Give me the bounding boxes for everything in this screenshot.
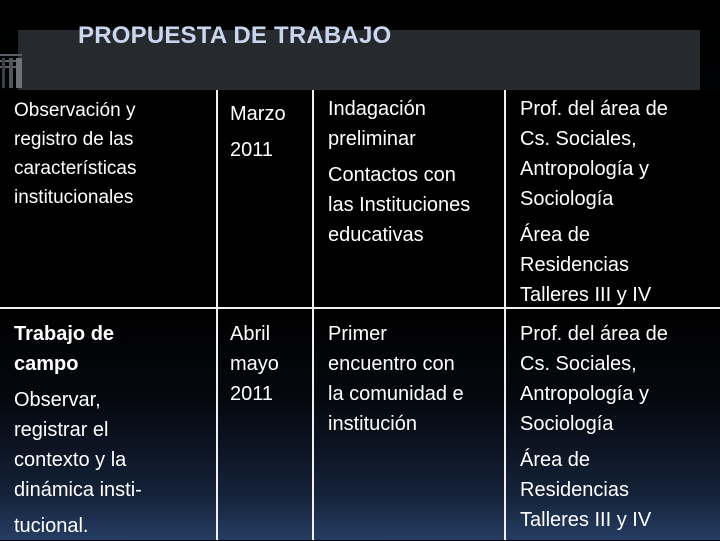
cell-text: las Instituciones [328, 194, 471, 216]
work-plan-table [0, 90, 720, 540]
activity-cell [14, 96, 136, 212]
cell-text: Residencias [520, 254, 629, 276]
responsible-cell [520, 94, 668, 310]
activity-cell [14, 319, 142, 541]
cell-text: Abril [230, 323, 271, 345]
cell-text: Contactos con [328, 164, 456, 186]
cell-text: institución [328, 413, 417, 435]
cell-text: Prof. del área de [520, 98, 668, 120]
cell-text: Residencias [520, 479, 629, 501]
cell-heading: Trabajo de [14, 323, 115, 345]
cell-text: educativas [328, 224, 424, 246]
task-cell [328, 319, 464, 439]
cell-text: registrar el [14, 419, 109, 441]
cell-text: Antropología y [520, 158, 649, 180]
cell-text: dinámica insti- [14, 479, 142, 501]
cell-text: Cs. Sociales, [520, 128, 637, 150]
cell-text: preliminar [328, 128, 416, 150]
cell-text: Sociología [520, 413, 614, 435]
column-divider [312, 90, 314, 540]
date-cell [230, 319, 279, 409]
responsible-cell [520, 319, 668, 535]
decorative-bars-icon [0, 52, 40, 92]
cell-text: tucional. [14, 515, 89, 537]
cell-text: Talleres III y IV [520, 284, 652, 306]
cell-text: mayo [230, 353, 279, 375]
cell-text: Observación y [14, 100, 136, 121]
cell-text: Área de [520, 224, 591, 246]
cell-text: Cs. Sociales, [520, 353, 637, 375]
cell-text: Indagación [328, 98, 426, 120]
cell-text: Primer [328, 323, 387, 345]
cell-text: institucionales [14, 187, 134, 208]
cell-text: la comunidad e [328, 383, 464, 405]
cell-text: Observar, [14, 389, 101, 411]
cell-text: Marzo [230, 103, 286, 125]
cell-text: Sociología [520, 188, 614, 210]
cell-text: Antropología y [520, 383, 649, 405]
cell-text: registro de las [14, 129, 134, 150]
cell-text: características [14, 158, 137, 179]
cell-text: Prof. del área de [520, 323, 668, 345]
cell-text: Área de [520, 449, 591, 471]
cell-text: 2011 [230, 383, 274, 405]
cell-text: encuentro con [328, 353, 455, 375]
cell-text: Talleres III y IV [520, 509, 652, 531]
column-divider [216, 90, 218, 540]
cell-heading: campo [14, 353, 79, 375]
slide-title: PROPUESTA DE TRABAJO [78, 22, 392, 49]
date-cell [230, 96, 286, 168]
cell-text: 2011 [230, 139, 274, 161]
task-cell [328, 94, 470, 250]
column-divider [504, 90, 506, 540]
cell-text: contexto y la [14, 449, 127, 471]
